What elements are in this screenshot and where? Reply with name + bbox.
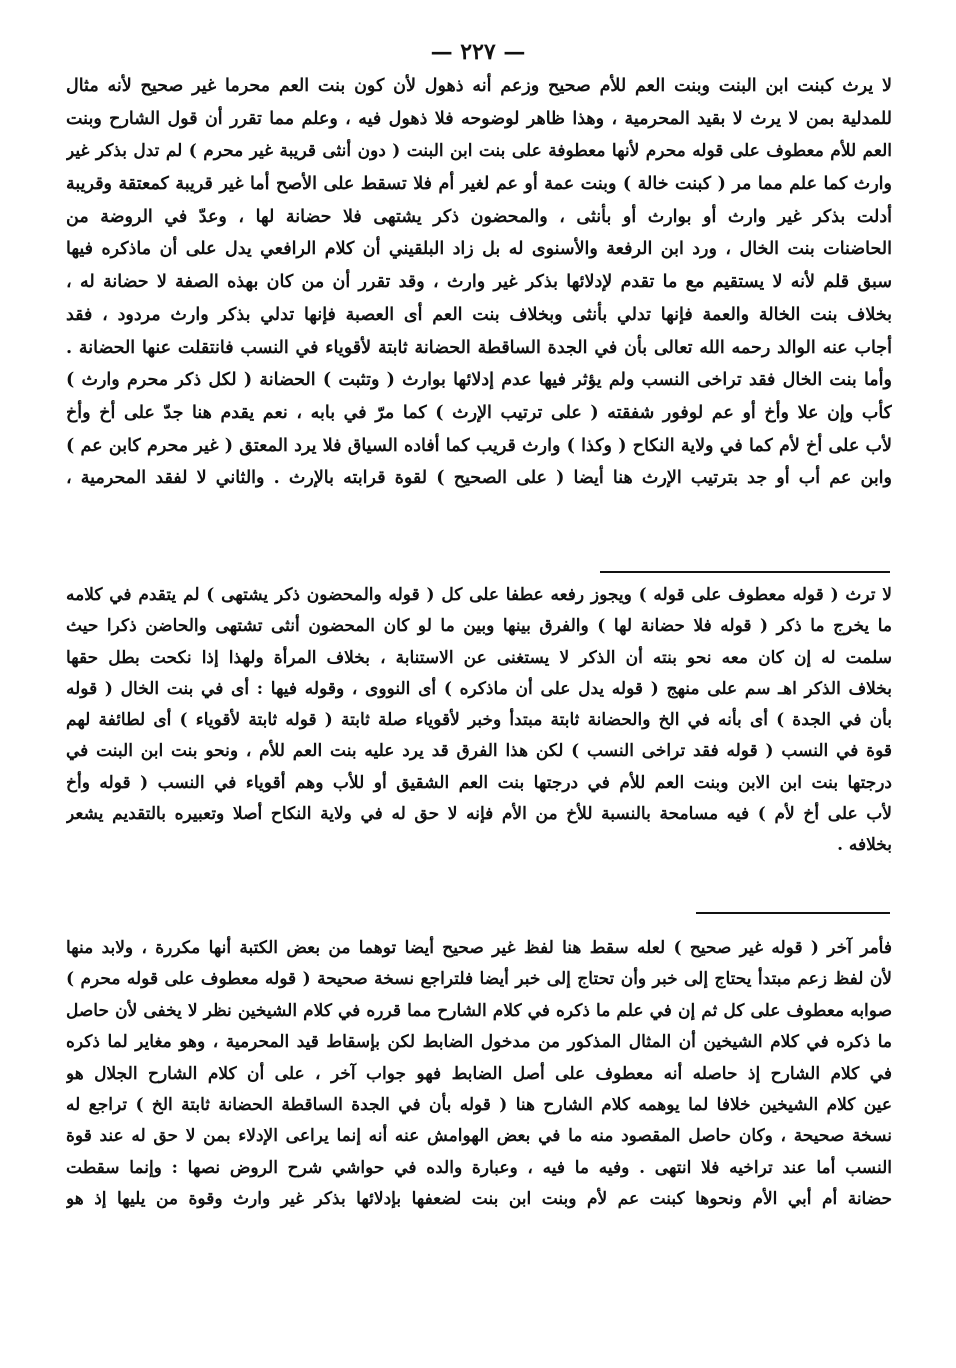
main-text-line: أدلت بذكر غير وارث أو بوارث أو بأنثى ، والمحضون ذكر يشتهى فلا حضانة لها ، وعدّ في الروضة من (66, 206, 892, 227)
footnote-line: بخلاف الذكر اهـ سم على منهج ( قوله يدل على أن ماذكره ) أى النووى ، وقوله فيها : أى في بنت الخال ( قوله (66, 678, 892, 699)
footnote-line: عين كلام الشيخين خلافا لما يوهمه كلام الشارح هنا ( قوله بأن في الجدة الساقطة الحضانة ثابتة الخ ) تراجع له (66, 1094, 892, 1115)
footnote-line: صوابه معطوف على كل ثم إن في علم ما ذكره في كلام الشارح مما قرره في كلام الشيخين نظر لا يخفى لأن حاصل (66, 1000, 892, 1021)
footnote-separator (696, 912, 890, 914)
footnote-line: حضانة أم أبي الأم ونحوها كبنت عم لأم وبنت ابن بنت لضعفها بإدلائها بذكر غير وارث وقوة من يليها إذ هو (66, 1189, 892, 1210)
footnote-line: نسخة صحيحة ، وكان حاصل المقصود منه ما في بعض الهوامش عنه أنه إنما يراعى الإدلاء بمن لا حق له عند قوة (66, 1126, 892, 1147)
footnote-line: بخلافه . (837, 835, 892, 856)
page-number: — ٢٢٧ — (430, 39, 526, 65)
footnote-line: درجتها بنت ابن الابن وبنت العم للأم في درجتها بنت العم الشقيق أو للأب وهم أقوياء في النسب ( قوله وأخ (66, 772, 892, 793)
main-text-block (66, 70, 892, 495)
footnote-line: قوة في النسب ( قوله فقد تراخى النسب ) لكن هذا الفرق قد يرد عليه بنت العم للأم ، ونحو بنت ابن البنت في (66, 741, 892, 762)
main-text-line: وأما بنت الخال فقد تراخى النسب ولم يؤثر فيها عدم إدلائها بوارث ( وتثبت ) الحضانة ( لكل ذكر محرم وارث ) (66, 370, 892, 391)
footnote-line: ما ذكره في كلام الشيخين أن المثال المذكور من مدخول الضابط لكن بإسقاط قيد المحرمية ، وهو مغاير لما ذكره (66, 1032, 892, 1053)
main-text-line: لا يرث كبنت ابن البنت وبنت العم للأم صحيح وزعم أنه ذهول لأن كون بنت العم محرما غير صحيح لأنه مثال (66, 76, 892, 96)
main-text-line: بخلاف بنت الخالة والعمة فإنها تدلي بأنثى وبخلاف بنت العم أى العصبة فإنها تدلي بذكر وارث مردود ، فقد (66, 304, 892, 325)
main-text-line: الحاضنات بنت الخال ، ورد ابن الرفعة والأسنوى له بل زاد البلقيني أن كلام الرافعي يدل على أن ماذكره فيها (66, 239, 892, 260)
footnote-separator (600, 571, 890, 573)
footnote-block-1 (66, 580, 892, 862)
footnote-line: لا ترث ( قوله معطوف على قوله ) ويجوز رفعه عطفا على كل ( قوله والمحضون ذكر يشتهى ) لم يتقدم في كلامه (66, 585, 892, 605)
footnote-line: ما يخرج ما ذكر ( قوله فلا حضانة لها ) والفرق بينها وبين ما لو كان المحضون أنثى تشتهى والحاضن ذكرا حيث (66, 616, 892, 637)
main-text-line: كأب وإن علا وأخ أو عم لوفور شفقته ( على ترتيب الإرث ) كما مرّ في بابه ، نعم يقدم هنا جدّ على أخ وأخ (66, 402, 892, 423)
footnote-line: بأن في الجدة ) أى بأنه في الخ والحضانة ثابتة مبتدأ وخبر لأقوياء صلة ثابتة ( قوله ثابتة لأقوياء ) أى لطائفة لهم (66, 710, 892, 731)
footnote-line: فأمر آخر ( قوله غير صحيح ) لعله سقط هنا لفظ غير صحيح أيضا توهما من بعض الكتبة أنها مكررة ، ولابد منها (66, 938, 892, 958)
footnote-line: لأب على أخ لأم ) فيه مسامحة بالنسبة للأخ من الأم فإنه لا حق له في ولاية النكاح أصلا وتعبيره بالتقديم يشعر (66, 804, 892, 825)
main-text-line: وابن عم أب أو جد بترتيب الإرث هنا أيضا ( على الصحيح ) لقوة قرابته بالإرث . والثاني لا لفقد المحرمية ، (66, 468, 892, 489)
main-text-line: للمدلية بمن لا يرث لا بقيد المحرمية ، وهذا ظاهر لوضوحه فلا ذهول فيه ، وعلم مما تقرر أن قول الشارح وبنت (66, 108, 892, 129)
footnote-line: النسب أما عند تراخيه فلا انتهى . وفيه ما فيه ، وعبارة والده في حواشي شرح الروض نصها : وإنما سقطت (66, 1157, 892, 1178)
footnote-block-2 (66, 933, 892, 1216)
footnote-line: في كلام الشارح إذ حاصله أنه معطوف على أصل الضابط فهو جواب آخر ، على أن كلام الشارح الجلال هو (66, 1063, 892, 1084)
main-text-line: سبق قلم لأنه لا يستقيم مع ما تقدم لإدلائها بذكر غير وارث ، وقد تقرر أن من كان بهذه الصفة لا حضانة له ، (66, 272, 892, 293)
footnote-line: لأن لفظ زعم مبتدأ يحتاج إلى خبر وأن تحتاج إلى خبر أيضا فلتراجع نسخة صحيحة ( قوله معطوف على قوله محرم ) (66, 969, 892, 990)
main-text-line: لأب على أخ لأم كما في ولاية النكاح ( وكذا ) وارث قريب كما أفاده السياق فلا يرد المعتق ( غير محرم كابن عم ) (66, 435, 892, 456)
main-text-line: أجاب عنه الوالد رحمه الله تعالى بأن في الجدة الساقطة الحضانة ثابتة لأقوياء في النسب فانتقلت عنها الحضانة . (66, 337, 892, 358)
main-text-line: العم للأم معطوف على قوله محرم لأنها معطوفة على بنت ابن البنت ( دون أنثى قريبة غير محرم ) لم تدل بذكر غير (66, 141, 892, 162)
main-text-line: وارث كما علم مما مر ( كبنت خالة ) وبنت عمة أو عم لغير أم فلا تسقط على الأصح أما غير قريبة كمعتقة وقريبة (66, 174, 892, 195)
footnote-line: سلمت له إن كان معه نحو بنته أن الذكر لا يستغنى عن الاستنابة ، بخلاف المرأة ولهذا إذا نكحت بطل حقها (66, 647, 892, 668)
